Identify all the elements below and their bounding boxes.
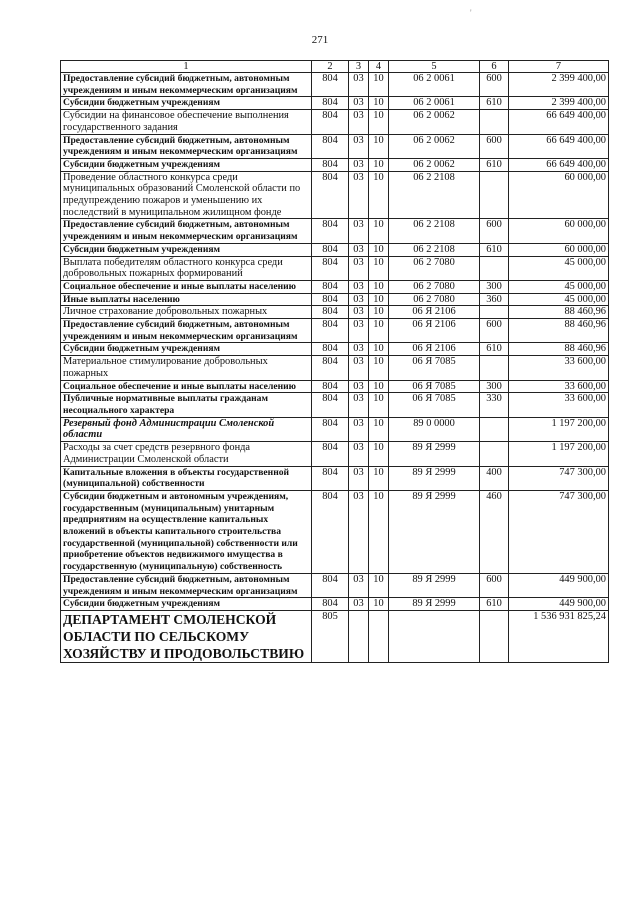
row-admin-code-cell: 804 [312, 598, 349, 611]
row-target-code-cell: 06 2 2108 [389, 243, 480, 256]
row-amount-cell: 88 460,96 [509, 343, 609, 356]
row-section-cell: 03 [349, 380, 369, 393]
row-name-cell: Субсидии бюджетным учреждениям [61, 598, 312, 611]
row-admin-code-cell: 804 [312, 293, 349, 306]
row-subsection-cell: 10 [369, 356, 389, 380]
row-target-code-cell: 06 2 7080 [389, 293, 480, 306]
row-admin-code-cell: 804 [312, 442, 349, 466]
row-subsection-cell: 10 [369, 134, 389, 158]
table-row [61, 573, 609, 597]
row-subsection-cell: 10 [369, 219, 389, 243]
row-target-code-cell: 06 2 0062 [389, 110, 480, 134]
row-name-cell: Предоставление субсидий бюджетным, автономным учреждениям и иным некоммерческим организациям [61, 319, 312, 343]
table-row [61, 293, 609, 306]
row-admin-code-cell: 804 [312, 219, 349, 243]
row-expense-type-cell: 300 [480, 280, 509, 293]
row-subsection-cell: 10 [369, 573, 389, 597]
row-amount-cell: 66 649 400,00 [509, 110, 609, 134]
row-expense-type-cell [480, 256, 509, 280]
table-row [61, 306, 609, 319]
row-subsection-cell: 10 [369, 280, 389, 293]
row-expense-type-cell: 600 [480, 573, 509, 597]
row-admin-code-cell: 804 [312, 573, 349, 597]
row-admin-code-cell: 804 [312, 417, 349, 441]
row-name-cell: Предоставление субсидий бюджетным, автономным учреждениям и иным некоммерческим организациям [61, 219, 312, 243]
scan-mark: ' [470, 8, 472, 18]
row-admin-code-cell: 804 [312, 97, 349, 110]
row-amount-cell: 33 600,00 [509, 356, 609, 380]
row-name-cell: Материальное стимулирование добровольных пожарных [61, 356, 312, 380]
row-subsection-cell: 10 [369, 598, 389, 611]
row-section-cell: 03 [349, 134, 369, 158]
row-amount-cell: 60 000,00 [509, 219, 609, 243]
table-row [61, 319, 609, 343]
row-expense-type-cell [480, 610, 509, 662]
row-admin-code-cell: 804 [312, 280, 349, 293]
row-section-cell: 03 [349, 343, 369, 356]
col-header-7: 7 [509, 61, 609, 73]
row-name-cell: Иные выплаты населению [61, 293, 312, 306]
row-target-code-cell: 06 Я 2106 [389, 306, 480, 319]
row-subsection-cell: 10 [369, 466, 389, 490]
row-name-cell: Предоставление субсидий бюджетным, автономным учреждениям и иным некоммерческим организациям [61, 573, 312, 597]
table-row [61, 442, 609, 466]
row-amount-cell: 747 300,00 [509, 490, 609, 573]
row-subsection-cell: 10 [369, 490, 389, 573]
row-subsection-cell: 10 [369, 380, 389, 393]
row-name-cell: Субсидии на финансовое обеспечение выполнения государственного задания [61, 110, 312, 134]
row-subsection-cell: 10 [369, 256, 389, 280]
row-amount-cell: 88 460,96 [509, 319, 609, 343]
row-subsection-cell: 10 [369, 158, 389, 171]
row-target-code-cell: 06 Я 7085 [389, 356, 480, 380]
row-expense-type-cell [480, 417, 509, 441]
row-admin-code-cell: 804 [312, 73, 349, 97]
row-subsection-cell: 10 [369, 73, 389, 97]
row-section-cell: 03 [349, 490, 369, 573]
table-row [61, 280, 609, 293]
table-row [61, 97, 609, 110]
table-row [61, 158, 609, 171]
row-admin-code-cell: 804 [312, 356, 349, 380]
row-expense-type-cell: 610 [480, 343, 509, 356]
row-name-cell: Капитальные вложения в объекты государственной (муниципальной) собственности [61, 466, 312, 490]
row-expense-type-cell [480, 442, 509, 466]
row-expense-type-cell: 600 [480, 134, 509, 158]
row-admin-code-cell: 804 [312, 380, 349, 393]
row-target-code-cell: 89 Я 2999 [389, 442, 480, 466]
table-row [61, 598, 609, 611]
row-section-cell: 03 [349, 293, 369, 306]
row-target-code-cell: 89 Я 2999 [389, 573, 480, 597]
row-name-cell: Субсидии бюджетным учреждениям [61, 158, 312, 171]
row-admin-code-cell: 804 [312, 256, 349, 280]
row-amount-cell: 1 197 200,00 [509, 417, 609, 441]
row-section-cell: 03 [349, 442, 369, 466]
row-section-cell: 03 [349, 393, 369, 417]
row-subsection-cell: 10 [369, 293, 389, 306]
row-name-cell: Социальное обеспечение и иные выплаты населению [61, 280, 312, 293]
row-target-code-cell: 89 Я 2999 [389, 466, 480, 490]
table-row [61, 356, 609, 380]
row-amount-cell: 2 399 400,00 [509, 73, 609, 97]
row-admin-code-cell: 804 [312, 319, 349, 343]
row-section-cell: 03 [349, 356, 369, 380]
row-name-cell: ДЕПАРТАМЕНТ СМОЛЕНСКОЙ ОБЛАСТИ ПО СЕЛЬСКОМУ ХОЗЯЙСТВУ И ПРОДОВОЛЬСТВИЮ [61, 610, 312, 662]
col-header-2: 2 [312, 61, 349, 73]
row-subsection-cell: 10 [369, 442, 389, 466]
page-number: 271 [311, 34, 329, 46]
row-target-code-cell [389, 610, 480, 662]
table-row [61, 380, 609, 393]
row-amount-cell: 1 536 931 825,24 [509, 610, 609, 662]
row-admin-code-cell: 804 [312, 343, 349, 356]
row-amount-cell: 60 000,00 [509, 171, 609, 219]
row-section-cell: 03 [349, 280, 369, 293]
table-row [61, 134, 609, 158]
row-expense-type-cell: 600 [480, 219, 509, 243]
row-expense-type-cell: 330 [480, 393, 509, 417]
row-target-code-cell: 06 2 2108 [389, 219, 480, 243]
row-amount-cell: 1 197 200,00 [509, 442, 609, 466]
row-name-cell: Резервный фонд Администрации Смоленской области [61, 417, 312, 441]
table-row [61, 417, 609, 441]
row-target-code-cell: 06 Я 7085 [389, 393, 480, 417]
row-expense-type-cell: 610 [480, 598, 509, 611]
row-subsection-cell: 10 [369, 97, 389, 110]
table-row [61, 256, 609, 280]
row-subsection-cell: 10 [369, 417, 389, 441]
row-expense-type-cell [480, 171, 509, 219]
row-admin-code-cell: 804 [312, 110, 349, 134]
table-row [61, 610, 609, 662]
row-section-cell: 03 [349, 243, 369, 256]
row-subsection-cell [369, 610, 389, 662]
row-expense-type-cell [480, 356, 509, 380]
table-row [61, 171, 609, 219]
row-amount-cell: 60 000,00 [509, 243, 609, 256]
row-admin-code-cell: 804 [312, 466, 349, 490]
row-expense-type-cell: 600 [480, 319, 509, 343]
row-name-cell: Субсидии бюджетным учреждениям [61, 243, 312, 256]
row-section-cell: 03 [349, 158, 369, 171]
row-section-cell: 03 [349, 110, 369, 134]
row-section-cell: 03 [349, 256, 369, 280]
row-target-code-cell: 06 2 0062 [389, 134, 480, 158]
row-admin-code-cell: 805 [312, 610, 349, 662]
row-name-cell: Личное страхование добровольных пожарных [61, 306, 312, 319]
col-header-3: 3 [349, 61, 369, 73]
row-name-cell: Предоставление субсидий бюджетным, автономным учреждениям и иным некоммерческим организациям [61, 134, 312, 158]
row-target-code-cell: 06 2 2108 [389, 171, 480, 219]
row-subsection-cell: 10 [369, 171, 389, 219]
row-subsection-cell: 10 [369, 110, 389, 134]
row-admin-code-cell: 804 [312, 490, 349, 573]
row-target-code-cell: 06 2 7080 [389, 280, 480, 293]
row-admin-code-cell: 804 [312, 171, 349, 219]
row-expense-type-cell: 460 [480, 490, 509, 573]
row-target-code-cell: 06 Я 7085 [389, 380, 480, 393]
row-target-code-cell: 06 2 0062 [389, 158, 480, 171]
row-amount-cell: 88 460,96 [509, 306, 609, 319]
col-header-1: 1 [61, 61, 312, 73]
col-header-4: 4 [369, 61, 389, 73]
row-expense-type-cell [480, 306, 509, 319]
row-amount-cell: 747 300,00 [509, 466, 609, 490]
table-row [61, 466, 609, 490]
row-name-cell: Выплата победителям областного конкурса среди добровольных пожарных формирований [61, 256, 312, 280]
row-expense-type-cell: 610 [480, 243, 509, 256]
row-name-cell: Субсидии бюджетным учреждениям [61, 343, 312, 356]
row-name-cell: Публичные нормативные выплаты гражданам несоциального характера [61, 393, 312, 417]
row-amount-cell: 45 000,00 [509, 293, 609, 306]
row-amount-cell: 33 600,00 [509, 393, 609, 417]
table-row [61, 219, 609, 243]
row-target-code-cell: 06 Я 2106 [389, 319, 480, 343]
table-row [61, 343, 609, 356]
row-expense-type-cell: 610 [480, 97, 509, 110]
row-section-cell: 03 [349, 171, 369, 219]
row-amount-cell: 33 600,00 [509, 380, 609, 393]
row-target-code-cell: 89 Я 2999 [389, 490, 480, 573]
table-row [61, 73, 609, 97]
row-amount-cell: 449 900,00 [509, 598, 609, 611]
row-admin-code-cell: 804 [312, 393, 349, 417]
row-expense-type-cell: 300 [480, 380, 509, 393]
row-target-code-cell: 89 0 0000 [389, 417, 480, 441]
row-admin-code-cell: 804 [312, 243, 349, 256]
row-name-cell: Расходы за счет средств резервного фонда Администрации Смоленской области [61, 442, 312, 466]
row-admin-code-cell: 804 [312, 306, 349, 319]
row-subsection-cell: 10 [369, 319, 389, 343]
row-subsection-cell: 10 [369, 306, 389, 319]
row-subsection-cell: 10 [369, 343, 389, 356]
row-amount-cell: 66 649 400,00 [509, 134, 609, 158]
row-section-cell: 03 [349, 466, 369, 490]
table-row [61, 490, 609, 573]
row-target-code-cell: 89 Я 2999 [389, 598, 480, 611]
row-subsection-cell: 10 [369, 393, 389, 417]
row-amount-cell: 449 900,00 [509, 573, 609, 597]
row-subsection-cell: 10 [369, 243, 389, 256]
row-target-code-cell: 06 2 0061 [389, 97, 480, 110]
row-expense-type-cell: 360 [480, 293, 509, 306]
row-section-cell [349, 610, 369, 662]
table-row [61, 393, 609, 417]
row-target-code-cell: 06 2 7080 [389, 256, 480, 280]
row-section-cell: 03 [349, 219, 369, 243]
row-section-cell: 03 [349, 73, 369, 97]
header-row [61, 61, 609, 73]
row-name-cell: Социальное обеспечение и иные выплаты населению [61, 380, 312, 393]
row-admin-code-cell: 804 [312, 158, 349, 171]
row-name-cell: Предоставление субсидий бюджетным, автономным учреждениям и иным некоммерческим организациям [61, 73, 312, 97]
col-header-6: 6 [480, 61, 509, 73]
row-expense-type-cell: 600 [480, 73, 509, 97]
row-name-cell: Субсидии бюджетным учреждениям [61, 97, 312, 110]
row-section-cell: 03 [349, 319, 369, 343]
row-name-cell: Проведение областного конкурса среди муниципальных образований Смоленской области по предупреждению пожаров и уменьшению их последствий в муниципальном жилищном фонде [61, 171, 312, 219]
row-target-code-cell: 06 Я 2106 [389, 343, 480, 356]
table-row [61, 243, 609, 256]
row-amount-cell: 45 000,00 [509, 280, 609, 293]
row-admin-code-cell: 804 [312, 134, 349, 158]
row-section-cell: 03 [349, 417, 369, 441]
row-amount-cell: 2 399 400,00 [509, 97, 609, 110]
row-name-cell: Субсидии бюджетным и автономным учреждениям, государственным (муниципальным) унитарным предприятиям на осуществление капитальных вложений в объекты капитального строительства государственной (муниципальной) собственности или приобретение объектов недвижимого имущества в государственную (муниципальную) собственность [61, 490, 312, 573]
row-section-cell: 03 [349, 573, 369, 597]
row-amount-cell: 45 000,00 [509, 256, 609, 280]
row-section-cell: 03 [349, 306, 369, 319]
budget-table [60, 60, 609, 663]
row-expense-type-cell [480, 110, 509, 134]
row-section-cell: 03 [349, 598, 369, 611]
row-expense-type-cell: 400 [480, 466, 509, 490]
row-section-cell: 03 [349, 97, 369, 110]
row-amount-cell: 66 649 400,00 [509, 158, 609, 171]
col-header-5: 5 [389, 61, 480, 73]
row-expense-type-cell: 610 [480, 158, 509, 171]
table-row [61, 110, 609, 134]
row-target-code-cell: 06 2 0061 [389, 73, 480, 97]
